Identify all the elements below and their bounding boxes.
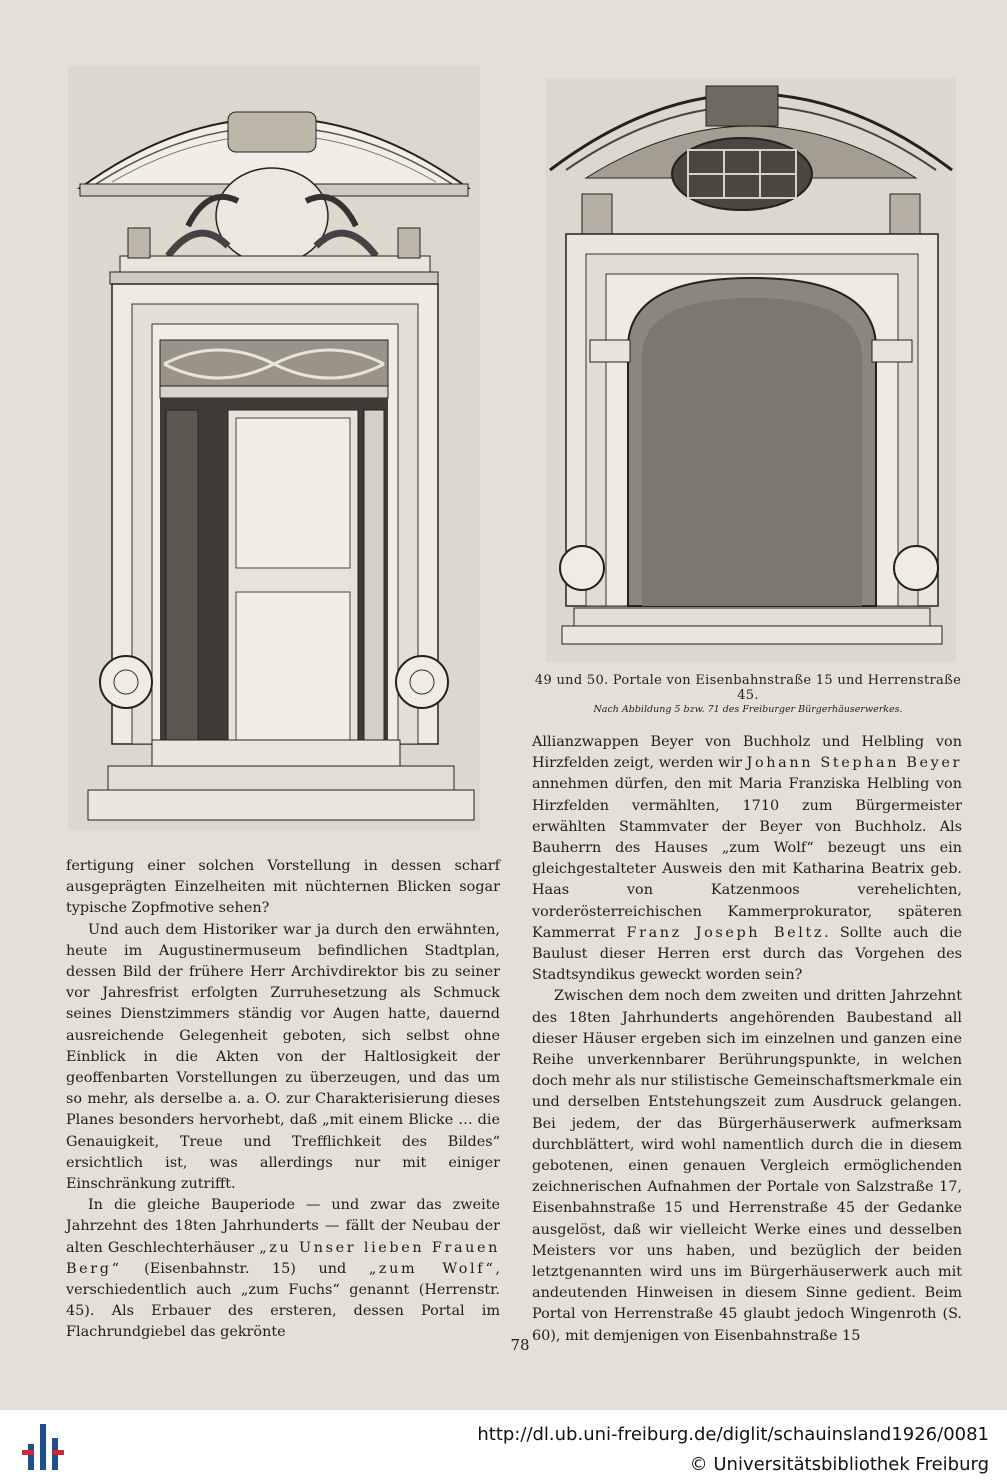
page-number: 78 [510,1336,530,1354]
portal-illustration-right [546,78,956,662]
paragraph: In die gleiche Bauperiode — und zwar das zweite Jahrzehnt des 18ten Jahrhunderts — fällt der Neubau der alten Geschlechterhäuser „zu Unser lieben Frauen Berg“ (Eisenbahnstr. 15) und „zum Wolf“, verschiedentlich auch „zum Fuchs“ genannt (Herrenstr. 45). Als Erbauer des ersteren, dessen Portal im Flachrundgiebel das gekrönte [66,1197,500,1341]
left-text-column [66,856,500,1344]
footer-bar [0,1410,1007,1482]
caption-main: 49 und 50. Portale von Eisenbahnstraße 15 und Herrenstraße 45. [534,673,962,703]
caption-source: Nach Abbildung 5 bzw. 71 des Freiburger Bürgerhäuserwerkes. [593,704,903,715]
person-name: Johann Stephan Beyer [746,755,962,772]
copyright-notice: © Universitätsbibliothek Freiburg [689,1454,989,1475]
house-name: „zum Wolf“ [368,1260,496,1277]
house-name: „zu Unser lieben Frauen Berg“ [66,1239,500,1277]
paragraph: Und auch dem Historiker war ja durch den erwähnten, heute im Augustinermuseum befindlichen Stadtplan, dessen Bild der frühere Herr Archivdirektor bis zu seiner vor Jahresfrist erfolgten Zurruhesetzung als Schmuck seines Dienstzimmers ständig vor Augen hatte, dauernd ausreichende Gelegenheit geboten, sich selbst ohne Einblick in die Akten von der Haltlosigkeit der geoffenbarten Vorstellungen zu überzeugen, und das um so mehr, als derselbe a. a. O. zur Charakterisierung dieses Planes besonders hervorhebt, daß „mit einem Blicke … die Genauigkeit, Treue und Trefflichkeit des Bildes“ ersichtlich ist, was allerdings nur mit einiger Einschränkung zutrifft. [66,921,500,1193]
paragraph: fertigung einer solchen Vorstellung in dessen scharf ausgeprägten Einzelheiten mit nüchternen Blicken sogar typische Zopfmotive sehen? [66,858,500,917]
right-text-column [532,732,962,1347]
paragraph: Zwischen dem noch dem zweiten und dritten Jahrzehnt des 18ten Jahrhunderts angehörenden Baubestand all dieser Häuser ergeben sich im einzelnen und ganzen eine Reihe unverkennbarer Berührungspunkte, in welchen doch mehr als nur stilistische Gemeinschaftsmerkmale ein und derselben Entstehungszeit zum Ausdruck gelangen. Bei jedem, der das Bürgerhäuserwerk aufmerksam durchblättert, wird wohl namentlich durch die in diesem gebotenen, einen genauen Vergleich ermöglichenden zeichnerischen Aufnahmen der Portale von Salzstraße 17, Eisenbahnstraße 15 und Herrenstraße 45 der Gedanke ausgelöst, daß wir vielleicht Werke eines und desselben Meisters vor uns haben, und bezüglich der beiden letztgenannten wird uns im Bürgerhäuserwerk auch mit andeutenden Hinweisen in diesem Sinne gedient. Beim Portal von Herrenstraße 45 glaubt jedoch Wingenroth (S. 60), mit demjenigen von Eisenbahnstraße 15 [532,988,962,1344]
paragraph: Allianzwappen Beyer von Buchholz und Helbling von Hirzfelden zeigt, werden wir Johann Stephan Beyer annehmen dürfen, den mit Maria Franziska Helbling von Hirzfelden vermählten, 1710 zum Bürgermeister erwählten Stammvater der Beyer von Buchholz. Als Bauherrn des Hauses „zum Wolf“ bezeugt uns ein gleichgestalteter Ausweis den mit Katharina Beatrix geb. Haas von Katzenmoos verehelichten, vorderösterreichischen Kammerprokurator, späteren Kammerrat Franz Joseph Beltz. Sollte auch die Baulust dieser Herren erst durch das Vorgehen des Stadtsyndikus geweckt worden sein? [532,734,962,984]
person-name: Franz Joseph Beltz [626,924,825,941]
portal-illustration-left [68,66,480,830]
figure-caption [528,673,968,715]
university-library-logo-icon [22,1420,64,1474]
source-url[interactable]: http://dl.ub.uni-freiburg.de/diglit/schauinsland1926/0081 [477,1424,989,1445]
